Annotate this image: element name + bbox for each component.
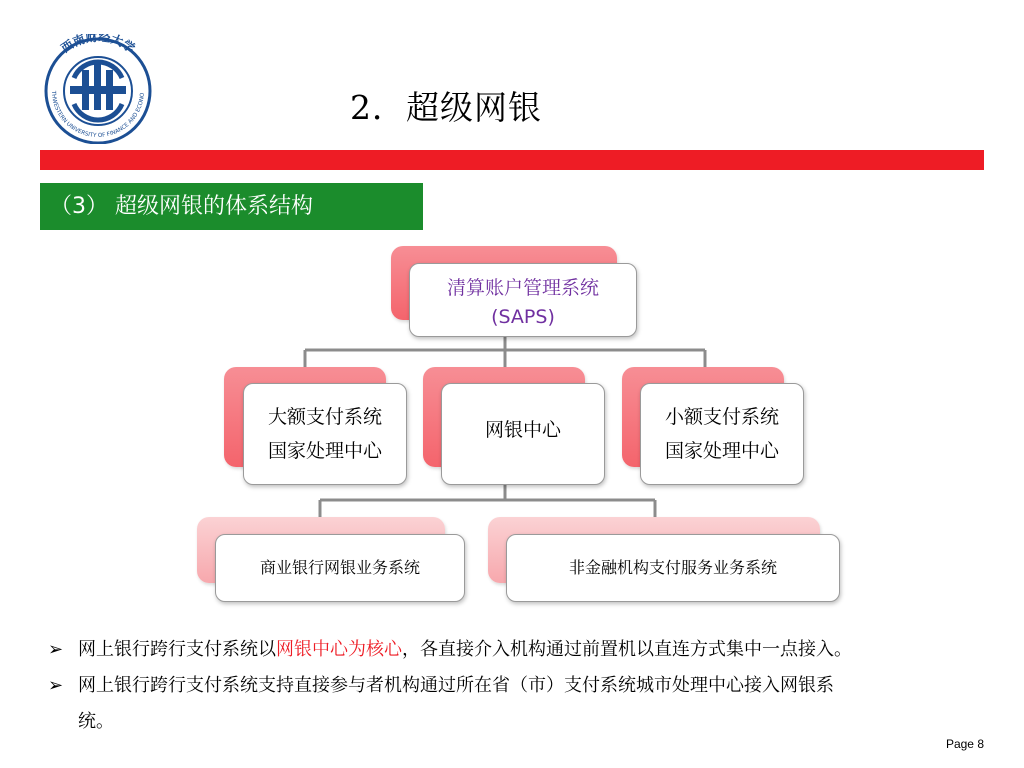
section-label: （3） 超级网银的体系结构	[40, 183, 423, 230]
commercial-bank-label: 商业银行网银业务系统	[259, 558, 420, 577]
netbank-center-label: 网银中心	[484, 419, 561, 441]
netbank-center-node	[441, 383, 605, 485]
bullet-text: 网上银行跨行支付系统支持直接参与者机构通过所在省（市）支付系统城市处理中心接入网银系	[78, 675, 834, 696]
root-node-saps	[409, 263, 637, 337]
logo-arc-text: 西南财经大学	[58, 34, 138, 56]
bullet-highlight: 网银中心为核心	[276, 639, 402, 660]
bullet-continuation: 统。	[78, 711, 114, 732]
arrow-bullet-icon: ➢	[48, 639, 64, 660]
arrow-bullet-icon: ➢	[48, 675, 64, 696]
small-value-payment-node	[640, 383, 804, 485]
title-divider	[40, 150, 984, 170]
bullet-list	[48, 632, 1008, 740]
non-financial-payment-node	[506, 534, 840, 602]
non-financial-label: 非金融机构支付服务业务系统	[568, 558, 777, 577]
small-value-line1: 小额支付系统	[664, 406, 779, 428]
root-node-subtitle: (SAPS)	[491, 306, 555, 328]
logo-ring-text: THWESTERN UNIVERSITY OF FINANCE AND ECONO	[49, 90, 147, 140]
large-value-line2: 国家处理中心	[267, 440, 382, 462]
bullet-item	[48, 632, 1008, 668]
page-number: Page 8	[945, 737, 984, 751]
large-value-payment-node	[243, 383, 407, 485]
bullet-text-part: 网上银行跨行支付系统以	[78, 639, 276, 660]
svg-text:西南财经大学	[58, 34, 138, 56]
page-title: 2．超级网银	[350, 88, 542, 127]
large-value-line1: 大额支付系统	[267, 406, 382, 428]
bullet-text-part: ，各直接介入机构通过前置机以直连方式集中一点接入。	[402, 639, 852, 660]
small-value-line2: 国家处理中心	[664, 440, 779, 462]
bullet-item	[48, 668, 1008, 704]
university-logo	[34, 34, 162, 144]
commercial-bank-netbank-node	[215, 534, 465, 602]
root-node-title: 清算账户管理系统	[446, 277, 599, 299]
bullet-text	[78, 632, 852, 668]
